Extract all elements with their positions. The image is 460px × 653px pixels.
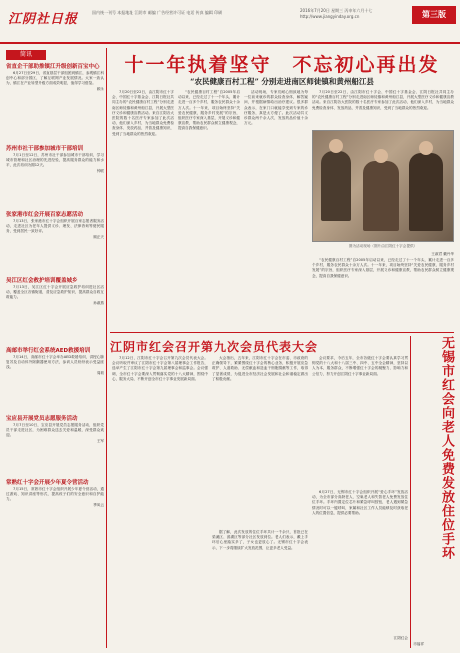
feature-body: 6月27日，无锡市红十字会组织开展“爱心手环”发放活动，为全市部分高龄老人、空巢老人和失智老人免费发放住位手环。手环内置定位芯片和紧急呼叫按钮，老人遇到紧急情况时可以一键呼叫，家属和社区工作人员能够及时获取老人的位置信息，提供必要帮助。 <box>312 490 408 515</box>
brief-author: 钟联 <box>96 168 104 173</box>
brief-body: 7月13日，张家港市红十字会组织开展百家志愿者服务活动，走进社区为老年人提供义诊、理发、法律咨询等便民服务，受到居民一致好评。 <box>6 219 104 234</box>
column-divider <box>410 336 411 648</box>
brief-item <box>6 278 104 306</box>
brief-title: 宝应县开展党员志愿服务活动 <box>6 416 78 422</box>
brief-body: 7月14日，高邮市红十字会举办AED救援培训，讲授心肺复苏及自动体外除颤器使用方法，参训人员纷纷表示受益匪浅。 <box>6 355 104 370</box>
brief-title: 省直企干部助推镇江升级创新百宝中心 <box>6 64 100 70</box>
masthead-date: 2016年7月20日 星期三 丙申年六月十七 http://www.jiangyinday.org.cn <box>300 8 373 19</box>
second-headline: 江阴市红会召开第九次会员代表大会 <box>110 340 319 354</box>
feature-author: 市福祥 <box>413 642 424 646</box>
feature-body: 据了解，此次发放的住位手环共计一千余只，首批已在梁溪区、滨湖区等部分社区发放到位。老人们表示，戴上手环后心里踏实多了，子女也更放心了。无锡市红十字会表示，下一步将继续扩大发放范围，让更多老人受益。 <box>212 530 308 550</box>
brief-author: 顾正天 <box>93 234 104 239</box>
lead-column: “农民健康百村工程”自2005年启动以来，已经走过了十一个年头，累计走进一百多个乡村，服务农民群众十余万人次。十一年来，项目始终坚持“关爱农民健康，服务乡村发展”的宗旨，组织医疗专家深入基层，开展义诊和健康宣教，帮助农民群众树立健康观念，提高自我保健意识。 <box>312 258 454 278</box>
photo-caption: 图为活动现场（图片由江阴红十字会提供） <box>348 244 418 248</box>
lead-column: 7月20日至22日，由江阴市红十字会、中国红十字基金会、江阴日报社共同主办的“农民健康百村工程”分别走进南区师徒镇和黄州船江县，开展大型医疗义诊和健康宣教活动。来自江阴各大医院的数十名医疗专家参加了此次活动，他们深入乡村，为当地群众免费检查身体、发放药品，并普及健康知识，受到了当地群众的热烈欢迎。 <box>312 90 454 110</box>
brief-body: 7月13日，吴江区红十字会开展应急救护培训进社区活动，覆盖全区各镇街道，普及应急救护知识，提高群众自救互救能力。 <box>6 285 104 300</box>
brief-item <box>6 416 104 444</box>
brief-author: 顾永 <box>96 86 104 91</box>
lead-headline: 十一年执着坚守 不忘初心再出发 <box>124 54 440 76</box>
brief-item <box>6 146 104 174</box>
second-column: 大会指出，五年来，江阴市红十字会在市委、市政府的正确领导下，紧紧围绕红十字会的核心业务，积极开展应急救护、人道救助、无偿献血和造血干细胞捐献等工作，取得了显著成绩，为促进全市经济社会发展和社会和谐稳定做出了积极贡献。 <box>212 356 308 381</box>
brief-author: 王军 <box>96 438 104 443</box>
brief-item <box>6 348 104 376</box>
lead-author: 王淑君 戴丹华 <box>431 252 454 256</box>
second-author: 江阴红会 <box>393 636 408 640</box>
brief-title: 苏州市社干部参加城市干部培训 <box>6 146 84 152</box>
brief-body: 6月27日至29日，省直基层干部组团到镇江，参观镇江科创中心和部分园区，了解互联网产业发展情况。大家一致认为，镇江在产业转型升级方面成效明显，值得学习借鉴。 <box>6 71 104 86</box>
brief-body: 7月15日，常熟市红十字会组织开展少年夏令营活动，通过游戏、知识讲座等形式，提高孩子们的安全意识和自护能力。 <box>6 487 104 502</box>
brief-title: 常熟红十字会开展少年夏令营活动 <box>6 480 89 486</box>
brief-title: 吴江区红会救护培训覆盖城乡 <box>6 278 78 284</box>
masthead-info: 国内统一刊号 本报地址 江阴市 邮编 广告经营许可证 电话 传真 编辑 印刷 <box>92 10 223 15</box>
brief-item <box>6 212 104 240</box>
lead-column: 活动现场，专家们耐心细致地为每一位前来就诊的群众检查身体，解答疑问，并根据病情给出治疗建议。很多群众表示，在家门口就能享受到专家的诊疗服务，真是太方便了。此次活动共义诊群众两千余人次，发放药品价值十余万元。 <box>244 90 308 126</box>
column-divider <box>106 48 107 648</box>
page-number-badge: 第三版 <box>412 6 456 24</box>
second-column: 7月12日，江阴市红十字会召开第九次会员代表大会。会议听取并审议了江阴市红十字会第八届理事会工作报告，选举产生了江阴市红十字会第九届理事会和监事会。会议强调，全市红十字会要深入贯彻落实党的十八大精神，围绕中心，服务大局，不断开创全市红十字事业发展新局面。 <box>112 356 208 381</box>
brief-body: 7月7日至10日，宝应县开展党员志愿服务活动，组织党员干部走进社区，为困难群众送去关爱和温暖，深受群众欢迎。 <box>6 423 104 438</box>
lead-column: 7月20日至22日，由江阴市红十字会、中国红十字基金会、江阴日报社共同主办的“农民健康百村工程”分别走进南区师徒镇和黄州船江县，开展大型医疗义诊和健康宣教活动。来自江阴各大医院的数十名医疗专家参加了此次活动，他们深入乡村，为当地群众免费检查身体、发放药品，并普及健康知识，受到了当地群众的热烈欢迎。 <box>112 90 174 136</box>
lead-photo <box>312 130 454 242</box>
brief-item <box>6 64 104 92</box>
lead-column: “农民健康百村工程”自2005年启动以来，已经走过了十一个年头，累计走进一百多个乡村，服务农民群众十余万人次。十一年来，项目始终坚持“关爱农民健康，服务乡村发展”的宗旨，组织医疗专家深入基层，开展义诊和健康宣教，帮助农民群众树立健康观念，提高自我保健意识。 <box>178 90 240 131</box>
brief-item <box>6 480 104 508</box>
brief-author: 孙淑燕 <box>93 300 104 305</box>
section-tag: 简讯 <box>6 50 46 60</box>
brief-title: 张家港市红会开展百家志愿活动 <box>6 212 84 218</box>
brief-author: 周莉 <box>96 370 104 375</box>
brief-author: 季凤云 <box>93 502 104 507</box>
brief-title: 高邮市举行红会系统AED救援培训 <box>6 348 91 354</box>
section-divider <box>110 332 454 333</box>
newspaper-logo: 江阴社日报 <box>8 12 79 27</box>
lead-subtitle: “农民健康百村工程” 分别走进南区师徒镇和黄州船江县 <box>190 77 374 86</box>
second-column: 会议要求，今后五年，全市各级红十字会要认真学习贯彻党的十八大和十八届三中、四中、五中全会精神，坚持以人为本，服务群众，不断增强红十字会的凝聚力、影响力和公信力，努力开创江阴红十字事业新局面。 <box>312 356 408 376</box>
brief-body: 7月1日至12日，苏州市社干部参加城市干部培训，学习城市管理和社区治理的先进经验，提高服务群众的能力和水平，此次培训为期12天。 <box>6 153 104 168</box>
feature-headline: 无锡市红会向老人免费发放住位手环 <box>439 336 454 560</box>
